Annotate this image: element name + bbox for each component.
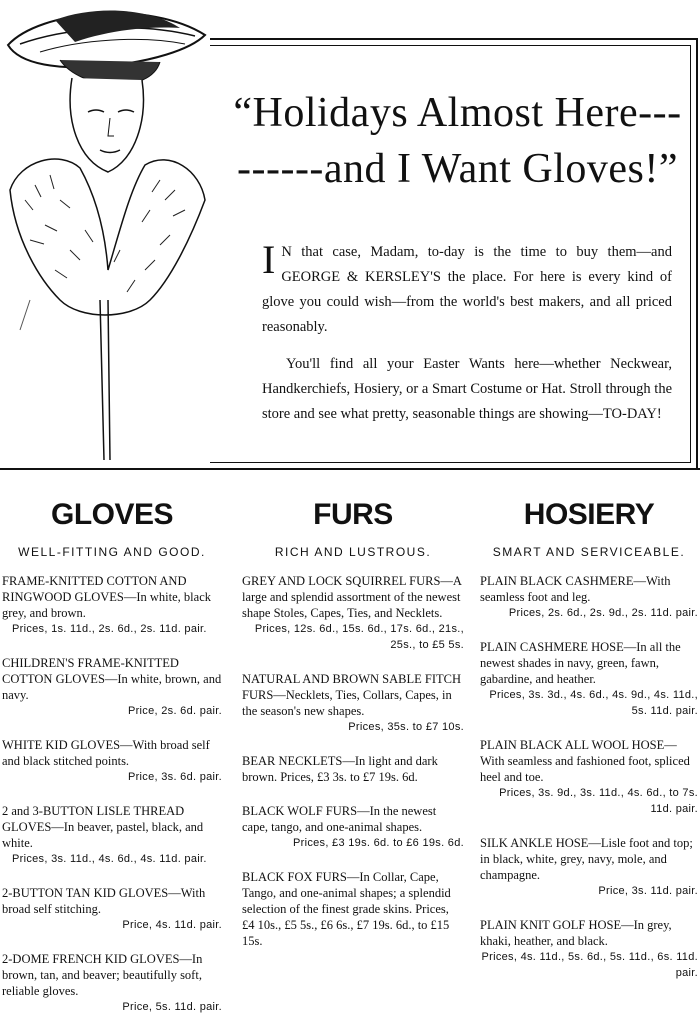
- item-description: CHILDREN'S FRAME-KNITTED COTTON GLOVES—In white, brown, and navy.: [2, 656, 222, 702]
- list-item: [2, 885, 222, 933]
- column-title: HOSIERY: [523, 498, 655, 531]
- item-price: Prices, 2s. 6d., 2s. 9d., 2s. 11d. pair.: [508, 607, 698, 619]
- list-item: [242, 869, 464, 949]
- list-item: [480, 573, 698, 621]
- headline-line2: ------and I Want Gloves!”: [237, 146, 678, 192]
- item-price: Prices, £3 19s. 6d. to £6 19s. 6d.: [292, 837, 464, 849]
- item-description: 2-DOME FRENCH KID GLOVES—In brown, tan, and beaver; beautifully soft, reliable gloves.: [2, 952, 203, 998]
- intro-text: [262, 237, 672, 439]
- item-description: BLACK WOLF FURS—In the newest cape, tango, and one-animal shapes.: [242, 804, 437, 834]
- headline: [225, 85, 690, 197]
- list-item: [242, 803, 464, 851]
- item-price: Price, 3s. 11d. pair.: [598, 885, 698, 897]
- item-description: 2 and 3-BUTTON LISLE THREAD GLOVES—In beaver, pastel, black, and white.: [2, 804, 204, 850]
- list-item: [242, 573, 464, 653]
- item-price: Prices, 3s. 11d., 4s. 6d., 4s. 11d. pair.: [12, 853, 207, 865]
- item-description: GREY AND LOCK SQUIRREL FURS—A large and splendid assortment of the newest shape Stoles, Capes, Ties, and Necklets.: [242, 574, 462, 620]
- item-description: FRAME-KNITTED COTTON AND RINGWOOD GLOVES—In white, black grey, and brown.: [2, 574, 211, 620]
- column-subtitle: SMART AND SERVICEABLE.: [492, 545, 686, 559]
- item-description: PLAIN BLACK CASHMERE—With seamless foot and leg.: [480, 574, 671, 604]
- item-price: Price, 5s. 11d. pair.: [122, 1001, 222, 1013]
- item-price: Price, 4s. 11d. pair.: [122, 919, 222, 931]
- intro-paragraph-1: [262, 237, 672, 340]
- list-item: [480, 835, 698, 899]
- headline-line1: “Holidays Almost Here---: [233, 90, 682, 136]
- item-description: PLAIN BLACK ALL WOOL HOSE—With seamless and fashioned foot, spliced heel and toe.: [480, 738, 690, 784]
- column-title: FURS: [313, 498, 393, 531]
- item-price: Prices, 12s. 6d., 15s. 6d., 17s. 6d., 21s., 25s., to £5 5s.: [254, 623, 464, 651]
- item-price: Prices, 4s. 11d., 5s. 6d., 5s. 11d., 6s. 11d. pair.: [481, 951, 698, 979]
- column-hosiery: [480, 495, 698, 999]
- item-price: Price, 3s. 6d. pair.: [127, 771, 222, 783]
- list-item: [242, 671, 464, 735]
- list-item: [480, 737, 698, 817]
- drop-cap: I: [262, 237, 276, 282]
- item-description: BLACK FOX FURS—In Collar, Cape, Tango, and one-animal shapes; a splendid selection of the finest grade skins. Prices, £4 10s., £5 5s., £6 6s., £7 19s. 6d., to £15 15s.: [242, 870, 451, 948]
- column-title: GLOVES: [50, 498, 174, 531]
- list-item: [2, 951, 222, 1015]
- list-item: [480, 917, 698, 981]
- item-description: 2-BUTTON TAN KID GLOVES—With broad self stitching.: [2, 886, 206, 916]
- list-item: [2, 655, 222, 719]
- woman-illustration: [0, 0, 215, 465]
- list-item: [2, 737, 222, 785]
- list-item: [242, 753, 464, 785]
- intro-paragraph-2-text: You'll find all your Easter Wants here—whether Neckwear, Handkerchiefs, Hosiery, or a Smart Costume or Hat. Stroll through the store and see what pretty, seasonable things are showing—TO-DAY!: [262, 356, 672, 422]
- item-description: WHITE KID GLOVES—With broad self and black stitched points.: [2, 738, 210, 768]
- column-subtitle: RICH AND LUSTROUS.: [274, 545, 432, 559]
- column-gloves: [2, 495, 222, 1033]
- column-subtitle: WELL-FITTING AND GOOD.: [18, 545, 206, 559]
- item-price: Prices, 3s. 9d., 3s. 11d., 4s. 6d., to 7s. 11d. pair.: [499, 787, 698, 815]
- item-price: Prices, 1s. 11d., 2s. 6d., 2s. 11d. pair.: [12, 623, 207, 635]
- item-description: PLAIN KNIT GOLF HOSE—In grey, khaki, heather, and black.: [480, 918, 672, 948]
- column-furs: [242, 495, 464, 967]
- item-price: Price, 2s. 6d. pair.: [127, 705, 222, 717]
- list-item: [480, 639, 698, 719]
- item-description: PLAIN CASHMERE HOSE—In all the newest shades in navy, green, fawn, gabardine, and heather.: [480, 640, 681, 686]
- item-description: SILK ANKLE HOSE—Lisle foot and top; in black, white, grey, navy, mole, and champagne.: [480, 836, 693, 882]
- section-divider: [0, 468, 700, 470]
- item-price: Prices, 35s. to £7 10s.: [348, 721, 464, 733]
- list-item: [2, 573, 222, 637]
- list-item: [2, 803, 222, 867]
- item-description: NATURAL AND BROWN SABLE FITCH FURS—Necklets, Ties, Collars, Capes, in the season's new shapes.: [242, 672, 461, 718]
- item-price: Prices, 3s. 3d., 4s. 6d., 4s. 9d., 4s. 11d., 5s. 11d. pair.: [489, 689, 698, 717]
- intro-paragraph-1-text: N that case, Madam, to-day is the time to buy them—and GEORGE & KERSLEY'S the place. For here is every kind of glove you could wish—from the world's best makers, and all priced reasonably.: [262, 244, 672, 335]
- intro-paragraph-2: [262, 352, 672, 427]
- item-description: BEAR NECKLETS—In light and dark brown. Prices, £3 3s. to £7 19s. 6d.: [242, 754, 438, 784]
